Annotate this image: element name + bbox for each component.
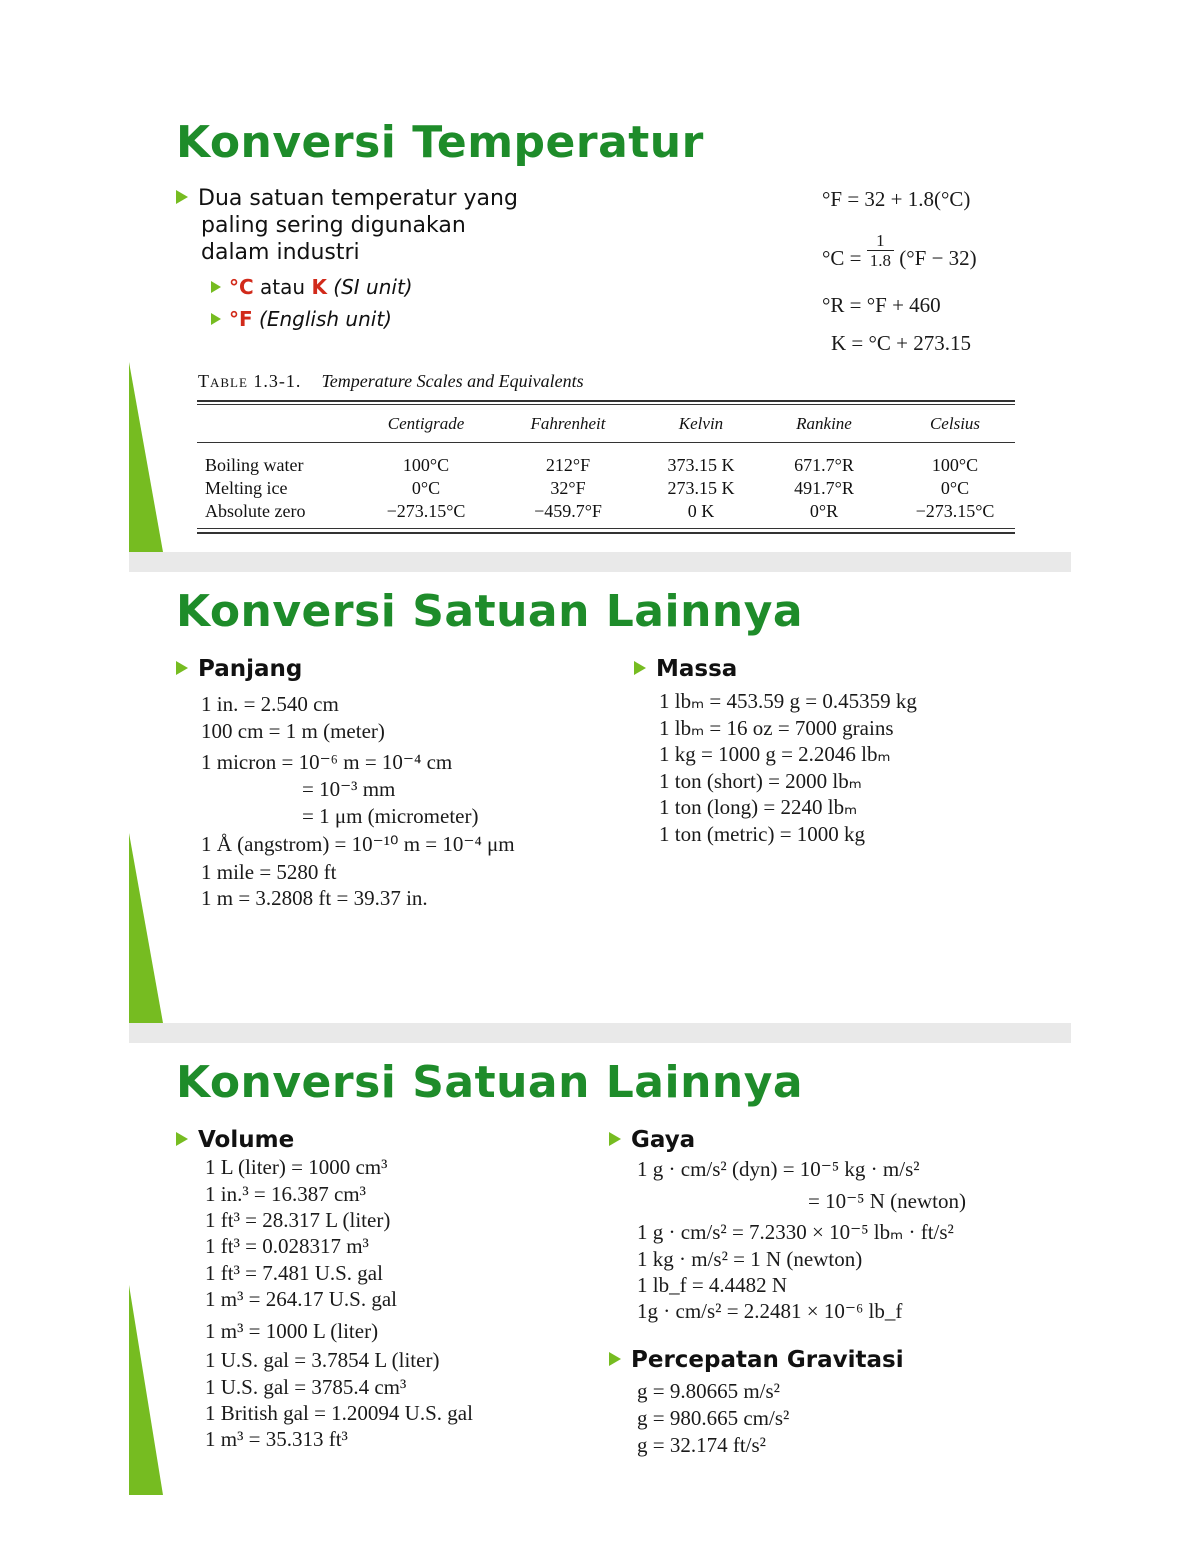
section-head-text: Gaya (631, 1127, 696, 1153)
formula-f: °F = 32 + 1.8(°C) (822, 187, 971, 211)
sub-bullet-si (211, 275, 413, 299)
table-cell: −273.15°C (386, 501, 466, 521)
bullet-triangle-icon (176, 661, 188, 675)
table-header-kelvin: Kelvin (678, 414, 724, 433)
formula-c (822, 231, 977, 277)
fraction-denominator: 1.8 (869, 251, 891, 270)
table-cell: 100°C (931, 455, 979, 475)
eq-line: = 10⁻⁵ N (newton) (808, 1189, 966, 1213)
formula-k: K = °C + 273.15 (831, 331, 972, 355)
table-col-kelvin (636, 454, 766, 523)
table-rule-bottom (197, 528, 1015, 529)
eq-line: 1 micron = 10⁻⁶ m = 10⁻⁴ cm (201, 750, 453, 774)
eq-line: 1 kg · m/s² = 1 N (newton) (637, 1247, 863, 1271)
eq-line: 1 ft³ = 0.028317 m³ (205, 1234, 369, 1258)
eq-line: 1 ft³ = 28.317 L (liter) (205, 1208, 391, 1232)
eq-line: 1 lbₘ = 16 oz = 7000 grains (659, 716, 894, 740)
slide-separator (129, 1023, 1071, 1043)
table-cell: 0°C (411, 478, 441, 498)
eq-line: 1 in. = 2.540 cm (201, 692, 339, 716)
section-head-text: Volume (198, 1127, 295, 1153)
eq-line: = 10⁻³ mm (302, 777, 396, 801)
eq-line: 100 cm = 1 m (meter) (201, 719, 385, 743)
table-rule-bottom2 (197, 532, 1015, 534)
table-cell: 0°R (809, 501, 839, 521)
table-header-celsius: Celsius (929, 414, 981, 433)
slide-volume-force (129, 1043, 1071, 1495)
unit-note: (SI unit) (326, 275, 413, 299)
slide-title: Konversi Satuan Lainnya (176, 586, 804, 637)
section-head-panjang (176, 656, 302, 682)
sub-bullet-english (211, 307, 392, 331)
bullet-main (176, 185, 518, 266)
table-name: Temperature Scales and Equivalents (321, 371, 584, 391)
eq-line: 1 m³ = 1000 L (liter) (205, 1319, 379, 1343)
section-head-gravitasi (609, 1347, 904, 1373)
eq-line: 1 ton (short) = 2000 lbₘ (659, 769, 862, 793)
table-row-label (205, 454, 305, 523)
section-head-text: Percepatan Gravitasi (631, 1347, 904, 1373)
slide-temperature (129, 105, 1071, 552)
eq-line: 1 lb_f = 4.4482 N (637, 1273, 788, 1297)
connector-text: atau (253, 275, 312, 299)
bullet-triangle-icon (609, 1132, 621, 1146)
green-accent-shape (129, 1285, 163, 1495)
table-header-centigrade: Centigrade (387, 414, 465, 433)
slide-title: Konversi Temperatur (176, 117, 704, 168)
table-cell: 273.15 K (667, 478, 735, 498)
table-col-centigrade (361, 454, 491, 523)
eq-line: 1 lbₘ = 453.59 g = 0.45359 kg (659, 689, 917, 713)
section-head-massa (634, 656, 737, 682)
bullet-triangle-icon (176, 1132, 188, 1146)
eq-line: g = 980.665 cm/s² (637, 1406, 790, 1430)
formula-r: °R = °F + 460 (822, 293, 941, 317)
row-label-boiling: Boiling water (205, 455, 304, 475)
eq-line: 1 ft³ = 7.481 U.S. gal (205, 1261, 383, 1285)
table-cell: −459.7°F (534, 501, 602, 521)
section-head-text: Panjang (198, 656, 303, 682)
eq-line: 1 g · cm/s² = 7.2330 × 10⁻⁵ lbₘ · ft/s² (637, 1220, 954, 1244)
bullet-triangle-icon (211, 281, 221, 293)
eq-line: 1g · cm/s² = 2.2481 × 10⁻⁶ lb_f (637, 1299, 903, 1323)
table-cell: −273.15°C (915, 501, 995, 521)
bullet-triangle-icon (634, 661, 646, 675)
table-col-rankine (759, 454, 889, 523)
section-head-text: Massa (656, 656, 738, 682)
section-head-gaya (609, 1127, 695, 1153)
table-header-rankine: Rankine (796, 414, 852, 433)
bullet-triangle-icon (176, 190, 188, 204)
green-accent-shape (129, 833, 163, 1023)
bullet-text: paling sering digunakan (201, 213, 466, 238)
row-label-melting: Melting ice (205, 478, 288, 498)
unit-celsius: °C (229, 275, 254, 299)
bullet-text: Dua satuan temperatur yang (198, 186, 518, 211)
table-cell: 32°F (550, 478, 586, 498)
table-cell: 671.7°R (794, 455, 854, 475)
table-cell: 0°C (940, 478, 970, 498)
eq-line: 1 British gal = 1.20094 U.S. gal (205, 1401, 473, 1425)
eq-line: 1 U.S. gal = 3.7854 L (liter) (205, 1348, 440, 1372)
eq-line: 1 g · cm/s² (dyn) = 10⁻⁵ kg · m/s² (637, 1157, 920, 1181)
table-cell: 100°C (402, 455, 450, 475)
section-head-volume (176, 1127, 294, 1153)
eq-line: 1 m³ = 35.313 ft³ (205, 1427, 348, 1451)
bullet-text: dalam industri (201, 240, 360, 265)
unit-fahrenheit: °F (229, 307, 253, 331)
slide-separator (129, 552, 1071, 572)
eq-line: g = 9.80665 m/s² (637, 1379, 780, 1403)
slide-title: Konversi Satuan Lainnya (176, 1057, 804, 1108)
eq-line: 1 m³ = 264.17 U.S. gal (205, 1287, 397, 1311)
table-rule-top2 (197, 404, 1015, 405)
table-rule-header (197, 442, 1015, 443)
formula-c-rhs: (°F − 32) (894, 246, 977, 271)
table-cell: 0 K (687, 501, 715, 521)
eq-line: 1 ton (long) = 2240 lbₘ (659, 795, 858, 819)
eq-line: 1 ton (metric) = 1000 kg (659, 822, 866, 846)
eq-line: 1 kg = 1000 g = 2.2046 lbₘ (659, 742, 891, 766)
table-caption (198, 371, 584, 392)
table-header-fahrenheit: Fahrenheit (530, 414, 606, 433)
eq-line: = 1 μm (micrometer) (302, 804, 479, 828)
bullet-triangle-icon (211, 313, 221, 325)
table-col-fahrenheit (503, 454, 633, 523)
table-cell: 212°F (545, 455, 591, 475)
eq-line: 1 in.³ = 16.387 cm³ (205, 1182, 366, 1206)
table-cell: 491.7°R (794, 478, 854, 498)
eq-line: 1 U.S. gal = 3785.4 cm³ (205, 1375, 407, 1399)
table-rule-top (197, 400, 1015, 402)
unit-note: (English unit) (252, 307, 392, 331)
fraction (867, 231, 894, 270)
fraction-numerator: 1 (867, 231, 894, 251)
unit-kelvin: K (311, 275, 327, 299)
table-col-celsius (890, 454, 1020, 523)
table-number: Table 1.3-1. (198, 371, 302, 391)
row-label-absolute: Absolute zero (205, 501, 306, 521)
bullet-triangle-icon (609, 1352, 621, 1366)
eq-line: 1 Å (angstrom) = 10⁻¹⁰ m = 10⁻⁴ μm (201, 832, 515, 856)
eq-line: 1 L (liter) = 1000 cm³ (205, 1155, 388, 1179)
formula-c-lhs: °C = (822, 246, 867, 271)
eq-line: 1 mile = 5280 ft (201, 860, 337, 884)
slide-length-mass (129, 572, 1071, 1023)
eq-line: g = 32.174 ft/s² (637, 1433, 766, 1457)
eq-line: 1 m = 3.2808 ft = 39.37 in. (201, 886, 428, 910)
table-cell: 373.15 K (667, 455, 735, 475)
green-accent-shape (129, 362, 163, 552)
